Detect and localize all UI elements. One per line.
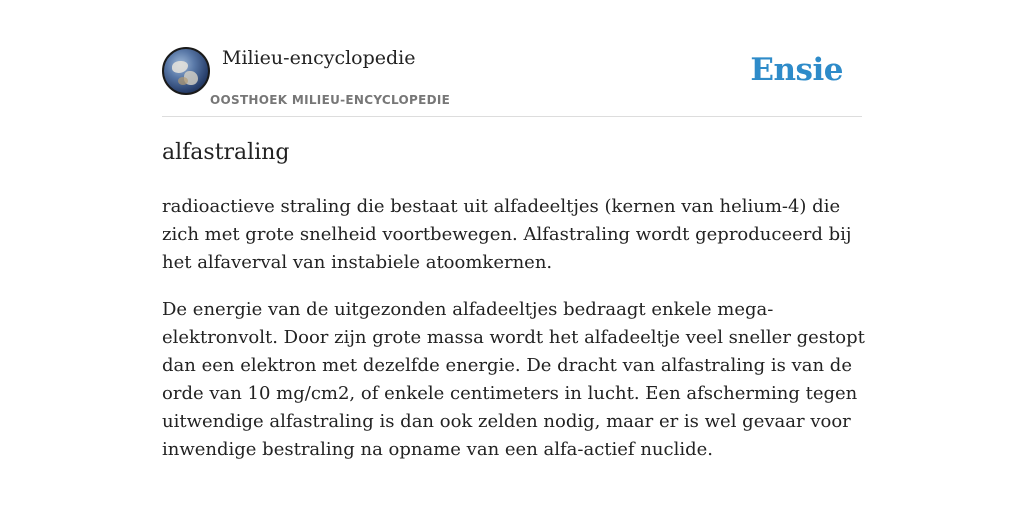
site-header	[162, 44, 862, 117]
page-title: alfastraling	[162, 140, 290, 165]
brand-logo-link[interactable]: Ensie	[750, 52, 843, 88]
definition-paragraph: De energie van de uitgezonden alfadeeltjes bedraagt enkele mega-elektronvolt. Door zijn grote massa wordt het alfadeeltje veel sneller gestopt dan een elektron met dezelfde energie. De dracht van alfastraling is van de orde van 10 mg/cm2, of enkele centimeters in lucht. Een afscherming tegen uitwendige alfastraling is dan ook zelden nodig, maar er is wel gevaar voor inwendige bestraling na opname van een alfa-actief nuclide.	[162, 299, 865, 460]
site-title[interactable]: Milieu-encyclopedie	[222, 47, 416, 69]
definition-paragraph: radioactieve straling die bestaat uit alfadeeltjes (kernen van helium-4) die zich met grote snelheid voortbewegen. Alfastraling wordt geproduceerd bij het alfaverval van instabiele atoomkernen.	[162, 196, 852, 273]
article-body	[162, 193, 868, 483]
globe-icon[interactable]	[162, 47, 210, 95]
site-subtitle: OOSTHOEK MILIEU-ENCYCLOPEDIE	[210, 93, 451, 107]
